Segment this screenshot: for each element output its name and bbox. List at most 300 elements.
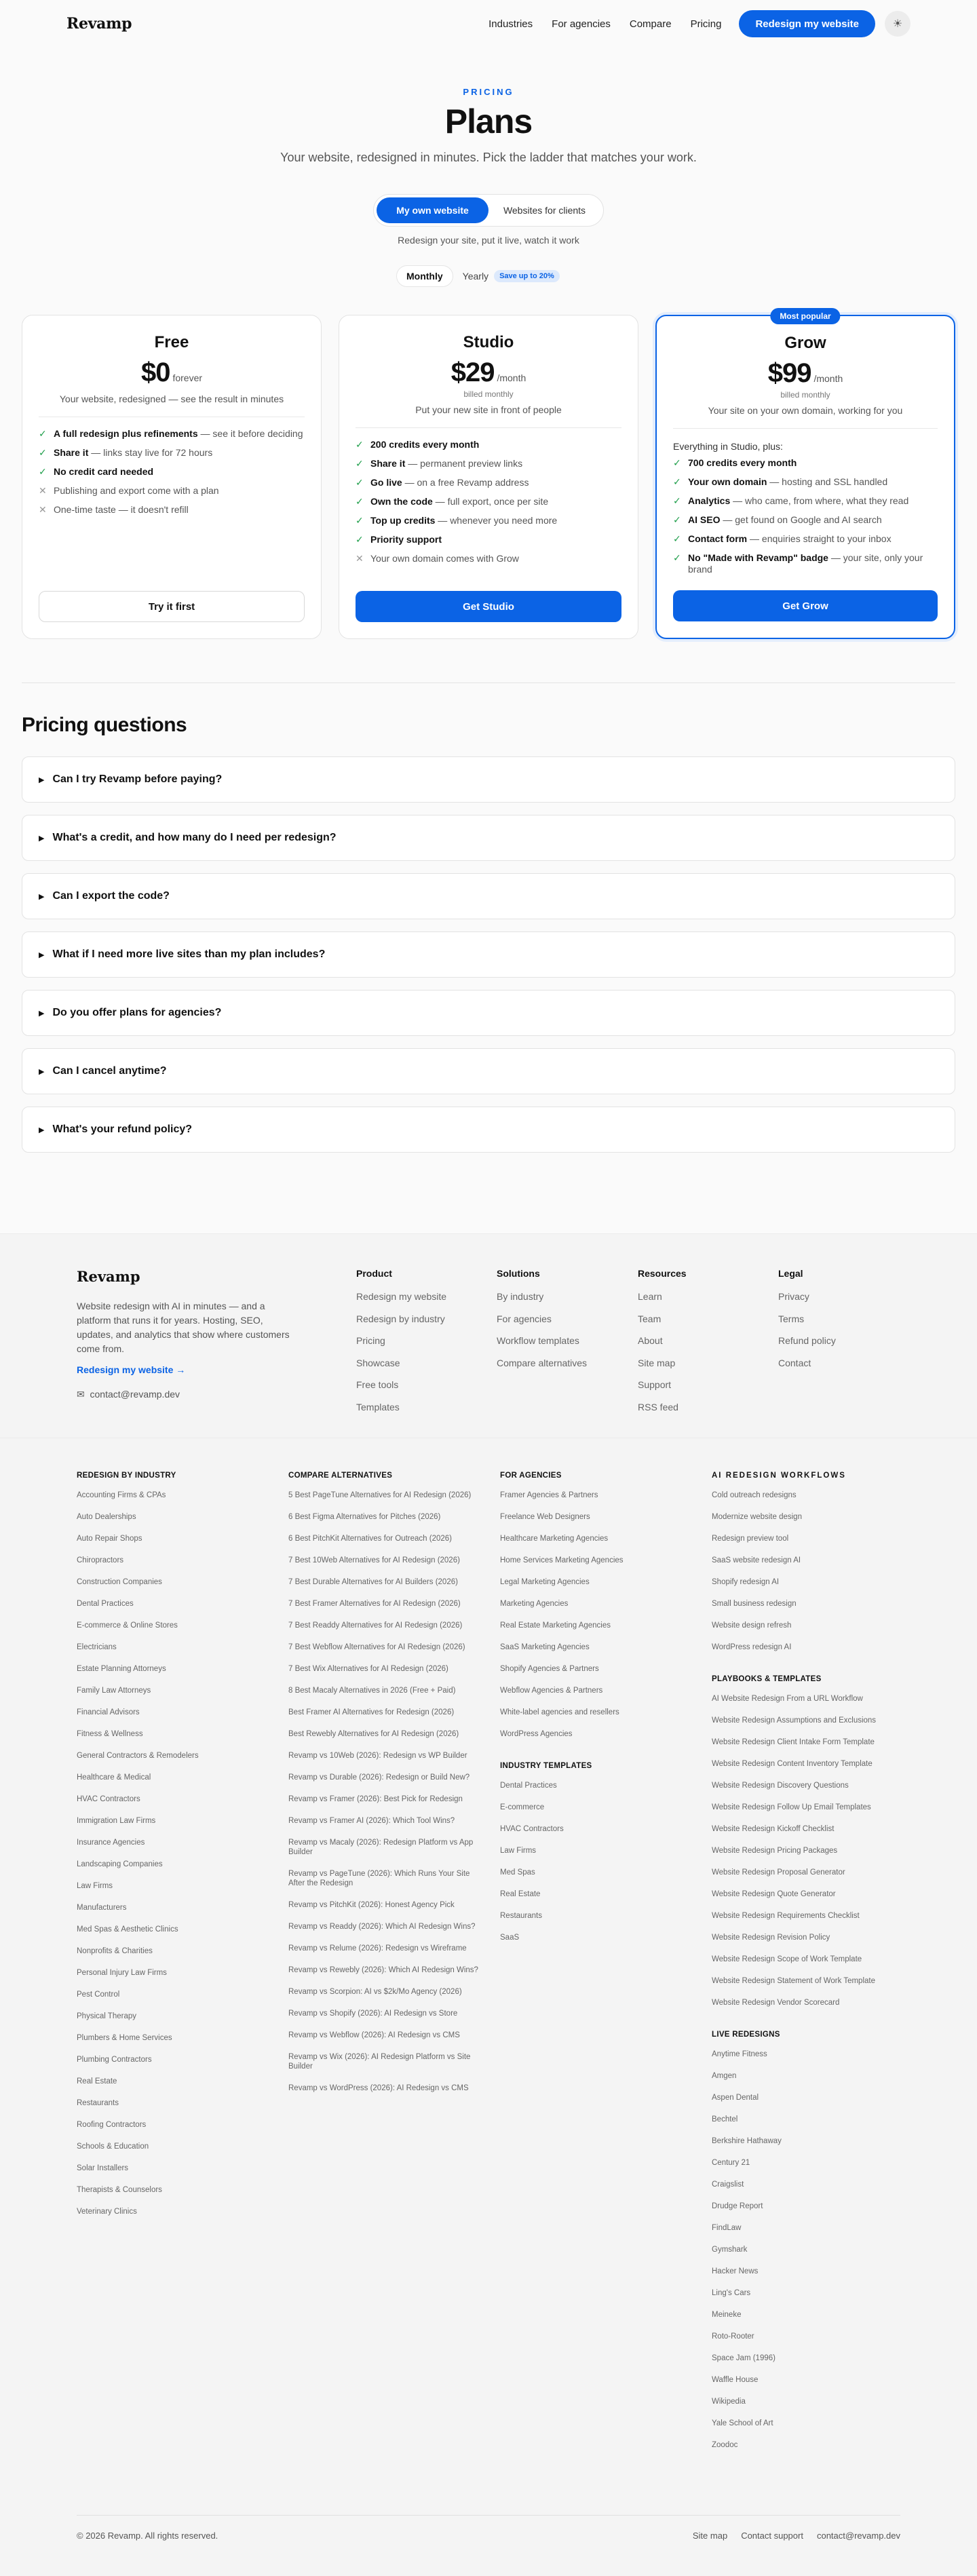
- nav-pricing[interactable]: Pricing: [690, 18, 722, 30]
- directory-heading: INDUSTRY TEMPLATES: [500, 1762, 592, 1770]
- directory-link[interactable]: Waffle House: [712, 2376, 759, 2384]
- footer-cta-link[interactable]: [77, 1364, 185, 1375]
- billing-monthly[interactable]: Monthly: [396, 265, 453, 287]
- popular-badge: Most popular: [770, 308, 840, 324]
- footer-bottom: [77, 2531, 900, 2541]
- footer-column-heading: Resources: [638, 1268, 687, 1279]
- feature-text: [688, 476, 887, 488]
- billing-yearly-label: Yearly: [462, 271, 489, 282]
- cross-icon: ✕: [356, 553, 364, 564]
- feature-item: [673, 495, 938, 507]
- directory-link[interactable]: Aspen Dental: [712, 2094, 759, 2102]
- directory-link[interactable]: Gymshark: [712, 2246, 748, 2254]
- directory-link[interactable]: Revamp vs Durable (2026): Redesign or Build New?: [288, 1773, 470, 1782]
- directory-link[interactable]: SaaS website redesign AI: [712, 1556, 801, 1564]
- plan-card-free: [22, 315, 322, 639]
- directory-link[interactable]: Chiropractors: [77, 1556, 124, 1564]
- directory-link[interactable]: Best Framer AI Alternatives for Redesign (2026): [288, 1708, 455, 1716]
- footer-link[interactable]: About: [638, 1335, 663, 1346]
- arrow-right-icon: →: [176, 1364, 186, 1375]
- directory-link[interactable]: Revamp vs WordPress (2026): AI Redesign vs CMS: [288, 2084, 469, 2092]
- check-icon: ✓: [356, 515, 364, 526]
- directory-link[interactable]: Legal Marketing Agencies: [500, 1578, 590, 1586]
- feature-rest: Publishing and export come with a plan: [54, 485, 219, 496]
- directory-link[interactable]: Website Redesign Quote Generator: [712, 1890, 836, 1898]
- directory-link[interactable]: 7 Best Framer Alternatives for AI Redesign (2026): [288, 1600, 461, 1608]
- plan-name: Free: [154, 333, 189, 351]
- feature-list: [39, 428, 305, 516]
- price-row: [356, 358, 621, 388]
- footer-link[interactable]: Redesign by industry: [356, 1313, 445, 1324]
- feature-text: [688, 495, 908, 507]
- directory-link[interactable]: 7 Best 10Web Alternatives for AI Redesign (2026): [288, 1556, 460, 1564]
- directory-link[interactable]: Veterinary Clinics: [77, 2208, 137, 2216]
- main-nav: [470, 10, 911, 37]
- directory-workflows: [712, 1472, 908, 2462]
- feature-rest: Your own domain comes with Grow: [370, 553, 519, 564]
- toggle-client-websites[interactable]: Websites for clients: [503, 205, 586, 216]
- plan-cta-studio[interactable]: Get Studio: [356, 591, 621, 622]
- feature-strong: A full redesign plus refinements: [54, 428, 198, 439]
- directory-link[interactable]: 7 Best Readdy Alternatives for AI Redesign (2026): [288, 1621, 463, 1630]
- check-icon: ✓: [356, 458, 364, 469]
- feature-item: [356, 553, 621, 564]
- feature-item: [356, 439, 621, 450]
- directory-link[interactable]: Revamp vs Relume (2026): Redesign vs Wireframe: [288, 1944, 467, 1953]
- check-icon: ✓: [673, 533, 681, 544]
- directory-link[interactable]: Revamp vs Framer AI (2026): Which Tool Wins?: [288, 1817, 455, 1825]
- faq-item[interactable]: [22, 873, 955, 919]
- footer-bottom-link[interactable]: Contact support: [741, 2531, 803, 2541]
- directory-link[interactable]: Shopify Agencies & Partners: [500, 1665, 599, 1673]
- triangle-right-icon: ▶: [39, 950, 45, 959]
- directory-link[interactable]: Dental Practices: [77, 1600, 134, 1608]
- directory-link[interactable]: Estate Planning Attorneys: [77, 1665, 166, 1673]
- feature-text: [370, 477, 529, 488]
- billing-yearly[interactable]: [453, 265, 569, 287]
- directory-link[interactable]: Revamp vs Webflow (2026): AI Redesign vs CMS: [288, 2031, 460, 2039]
- feature-text: [370, 439, 479, 450]
- plan-card-studio: [339, 315, 638, 639]
- directory-link[interactable]: Roto-Rooter: [712, 2332, 754, 2341]
- footer-column-heading: Solutions: [497, 1268, 540, 1279]
- directory-link[interactable]: 8 Best Macaly Alternatives in 2026 (Free + Paid): [288, 1687, 456, 1695]
- mail-icon: ✉: [77, 1389, 85, 1400]
- faq-item[interactable]: [22, 1048, 955, 1094]
- feature-item: [356, 477, 621, 488]
- directory-link[interactable]: 7 Best Durable Alternatives for AI Builders (2026): [288, 1578, 458, 1586]
- plan-period: /month: [813, 373, 843, 384]
- directory-link[interactable]: Financial Advisors: [77, 1708, 140, 1716]
- feature-strong: Analytics: [688, 495, 731, 506]
- directory-link[interactable]: Website Redesign Pricing Packages: [712, 1847, 838, 1855]
- feature-item: [356, 458, 621, 469]
- faq-question: What if I need more live sites than my plan includes?: [52, 948, 326, 960]
- plan-intro: Everything in Studio, plus:: [673, 441, 783, 452]
- plan-period: forever: [172, 372, 203, 383]
- directory-link[interactable]: Family Law Attorneys: [77, 1687, 151, 1695]
- directory-link[interactable]: Restaurants: [77, 2099, 119, 2107]
- feature-rest: — get found on Google and AI search: [720, 514, 882, 525]
- directory-link[interactable]: Website Redesign Content Inventory Template: [712, 1760, 873, 1768]
- page-title: Plans: [444, 102, 533, 140]
- plan-name: Studio: [463, 333, 514, 351]
- feature-strong: Own the code: [370, 496, 433, 507]
- cross-icon: ✕: [39, 485, 47, 496]
- directory-link[interactable]: Personal Injury Law Firms: [77, 1969, 167, 1977]
- audience-toggle: [373, 194, 604, 227]
- feature-item: [39, 428, 305, 440]
- directory-link[interactable]: Restaurants: [500, 1912, 543, 1920]
- directory-link[interactable]: Electricians: [77, 1643, 117, 1651]
- directory-link[interactable]: HVAC Contractors: [500, 1825, 564, 1833]
- directory-link[interactable]: Dental Practices: [500, 1782, 557, 1790]
- feature-strong: 700 credits every month: [688, 457, 797, 468]
- directory-heading: REDESIGN BY INDUSTRY: [77, 1472, 176, 1480]
- feature-rest: — see it before deciding: [197, 428, 303, 439]
- feature-item: [673, 457, 938, 469]
- directory-link[interactable]: Space Jam (1996): [712, 2354, 775, 2362]
- directory-link[interactable]: E-commerce: [500, 1803, 545, 1811]
- directory-link[interactable]: 6 Best PitchKit Alternatives for Outreach (2026): [288, 1535, 452, 1543]
- directory-link[interactable]: Therapists & Counselors: [77, 2186, 162, 2194]
- directory-link[interactable]: Pest Control: [77, 1991, 120, 1999]
- directory-link[interactable]: Auto Repair Shops: [77, 1535, 142, 1543]
- directory-link[interactable]: White-label agencies and resellers: [500, 1708, 619, 1716]
- feature-strong: Share it: [370, 458, 406, 469]
- directory-link[interactable]: Revamp vs PageTune (2026): Which Runs Your Site After the Redesign: [288, 1870, 470, 1887]
- check-icon: ✓: [356, 477, 364, 488]
- directory-link[interactable]: Insurance Agencies: [77, 1839, 145, 1847]
- footer-link[interactable]: Free tools: [356, 1379, 399, 1390]
- directory-link[interactable]: Revamp vs Rewebly (2026): Which AI Redesign Wins?: [288, 1966, 478, 1974]
- directory-heading: AI REDESIGN WORKFLOWS: [712, 1472, 846, 1480]
- directory-link[interactable]: Revamp vs Framer (2026): Best Pick for Redesign: [288, 1795, 463, 1803]
- footer-link[interactable]: Terms: [778, 1313, 805, 1324]
- cross-icon: ✕: [39, 504, 47, 515]
- directory-link[interactable]: Construction Companies: [77, 1578, 162, 1586]
- directory-agencies: [500, 1472, 697, 1955]
- nav-compare[interactable]: Compare: [629, 18, 672, 30]
- check-icon: ✓: [673, 457, 681, 468]
- check-icon: ✓: [356, 534, 364, 545]
- footer-link[interactable]: Redesign my website: [356, 1291, 447, 1302]
- plan-description: Put your new site in front of people: [356, 404, 621, 428]
- directory-link[interactable]: Website Redesign Scope of Work Template: [712, 1955, 862, 1963]
- check-icon: ✓: [356, 496, 364, 507]
- directory-link[interactable]: Revamp vs PitchKit (2026): Honest Agency Pick: [288, 1901, 455, 1909]
- directory-link[interactable]: Anytime Fitness: [712, 2050, 767, 2058]
- feature-text: [54, 447, 212, 459]
- feature-text: [370, 534, 442, 545]
- triangle-right-icon: ▶: [39, 1009, 45, 1018]
- directory-link[interactable]: Landscaping Companies: [77, 1860, 163, 1868]
- directory-link[interactable]: Freelance Web Designers: [500, 1513, 590, 1521]
- directory-link[interactable]: 5 Best PageTune Alternatives for AI Redesign (2026): [288, 1491, 472, 1499]
- pricing-eyebrow: PRICING: [463, 87, 514, 97]
- directory-link[interactable]: Shopify redesign AI: [712, 1578, 780, 1586]
- feature-list: [356, 439, 621, 564]
- footer-column-product: [356, 1268, 446, 1422]
- directory-link[interactable]: Home Services Marketing Agencies: [500, 1556, 624, 1564]
- check-icon: ✓: [673, 495, 681, 506]
- directory-link[interactable]: Law Firms: [500, 1847, 537, 1855]
- directory-link[interactable]: Real Estate Marketing Agencies: [500, 1621, 611, 1630]
- triangle-right-icon: ▶: [39, 1067, 45, 1076]
- directory-link[interactable]: Accounting Firms & CPAs: [77, 1491, 166, 1499]
- feature-list: [673, 457, 938, 575]
- plan-cta-free[interactable]: Try it first: [39, 591, 305, 622]
- feature-rest: — on a free Revamp address: [402, 477, 529, 488]
- footer-link[interactable]: Showcase: [356, 1357, 400, 1368]
- directory-link[interactable]: Manufacturers: [77, 1904, 127, 1912]
- check-icon: ✓: [39, 428, 47, 439]
- nav-for-agencies[interactable]: For agencies: [552, 18, 611, 30]
- feature-text: [54, 466, 153, 478]
- feature-text: [688, 457, 797, 469]
- directory-link[interactable]: Revamp vs Shopify (2026): AI Redesign vs Store: [288, 2010, 458, 2018]
- feature-strong: Go live: [370, 477, 402, 488]
- save-badge: Save up to 20%: [494, 270, 560, 282]
- footer-link[interactable]: Compare alternatives: [497, 1357, 588, 1368]
- faq-item[interactable]: [22, 990, 955, 1036]
- feature-strong: Contact form: [688, 533, 748, 544]
- feature-text: [688, 533, 892, 545]
- feature-strong: No "Made with Revamp" badge: [688, 552, 828, 563]
- feature-item: [673, 533, 938, 545]
- directory-link[interactable]: Ling's Cars: [712, 2289, 751, 2297]
- footer-bottom-links: [679, 2531, 900, 2541]
- directory-link[interactable]: Website Redesign Discovery Questions: [712, 1782, 849, 1790]
- directory-link[interactable]: Revamp vs Scorpion: AI vs $2k/Mo Agency (2026): [288, 1988, 462, 1996]
- directory-link[interactable]: SaaS: [500, 1934, 520, 1942]
- directory-link[interactable]: Website Redesign Requirements Checklist: [712, 1912, 860, 1920]
- feature-rest: — enquiries straight to your inbox: [747, 533, 892, 544]
- feature-rest: One-time taste — it doesn't refill: [54, 504, 189, 515]
- directory-link[interactable]: WordPress redesign AI: [712, 1643, 792, 1651]
- directory-link[interactable]: Drudge Report: [712, 2202, 763, 2210]
- feature-text: [54, 485, 219, 497]
- feature-rest: — links stay live for 72 hours: [88, 447, 213, 458]
- directory-link[interactable]: Zoodoc: [712, 2441, 738, 2449]
- faq-item[interactable]: [22, 756, 955, 803]
- directory-heading: LIVE REDESIGNS: [712, 2031, 780, 2039]
- directory-link[interactable]: Cold outreach redesigns: [712, 1491, 797, 1499]
- directory-link[interactable]: Berkshire Hathaway: [712, 2137, 782, 2145]
- directory-link[interactable]: Yale School of Art: [712, 2419, 773, 2427]
- triangle-right-icon: ▶: [39, 834, 45, 843]
- footer-column-heading: Legal: [778, 1268, 803, 1279]
- directory-link[interactable]: Framer Agencies & Partners: [500, 1491, 598, 1499]
- footer-logo[interactable]: Revamp: [77, 1268, 140, 1285]
- footer-link[interactable]: Templates: [356, 1401, 400, 1412]
- directory-link[interactable]: Small business redesign: [712, 1600, 797, 1608]
- footer-column-heading: Product: [356, 1268, 392, 1279]
- directory-link[interactable]: Plumbers & Home Services: [77, 2034, 172, 2042]
- directory-link[interactable]: Nonprofits & Charities: [77, 1947, 153, 1955]
- faq-question: What's a credit, and how many do I need per redesign?: [52, 832, 337, 843]
- feature-item: [356, 496, 621, 507]
- price-row: [39, 358, 305, 388]
- feature-item: [673, 476, 938, 488]
- directory-link[interactable]: AI Website Redesign From a URL Workflow: [712, 1695, 863, 1703]
- directory-link[interactable]: Healthcare & Medical: [77, 1773, 151, 1782]
- directory-link[interactable]: Immigration Law Firms: [77, 1817, 156, 1825]
- footer-column-legal: [778, 1268, 836, 1378]
- directory-link[interactable]: Plumbing Contractors: [77, 2056, 152, 2064]
- footer-tagline: Website redesign with AI in minutes — and a platform that runs it for years. Hosting, SEO, updates, and analytics that show where customers come from.: [77, 1301, 290, 1354]
- footer-link[interactable]: Site map: [638, 1357, 676, 1368]
- directory-link[interactable]: Redesign preview tool: [712, 1535, 789, 1543]
- triangle-right-icon: ▶: [39, 775, 45, 784]
- faq-item[interactable]: [22, 1107, 955, 1153]
- directory-link[interactable]: Best Rewebly Alternatives for AI Redesign (2026): [288, 1730, 459, 1738]
- footer-link[interactable]: Support: [638, 1379, 672, 1390]
- footer-link[interactable]: By industry: [497, 1291, 544, 1302]
- directory-link[interactable]: Healthcare Marketing Agencies: [500, 1535, 609, 1543]
- directory-link[interactable]: Wikipedia: [712, 2398, 746, 2406]
- plan-name: Grow: [784, 334, 826, 352]
- feature-strong: Top up credits: [370, 515, 436, 526]
- directory-link[interactable]: Real Estate: [77, 2077, 117, 2085]
- directory-link[interactable]: Website Redesign Client Intake Form Template: [712, 1738, 875, 1746]
- footer-link[interactable]: Learn: [638, 1291, 662, 1302]
- feature-item: [39, 447, 305, 459]
- audience-caption: Redesign your site, put it live, watch it work: [398, 235, 579, 246]
- footer-link[interactable]: Pricing: [356, 1335, 385, 1346]
- directory-link[interactable]: Roofing Contractors: [77, 2121, 147, 2129]
- plan-card-grow: [655, 311, 955, 639]
- footer-bottom-line: [77, 2515, 900, 2516]
- feature-item: [39, 466, 305, 478]
- check-icon: ✓: [673, 514, 681, 525]
- plan-cta-grow[interactable]: Get Grow: [673, 590, 938, 621]
- feature-rest: — hosting and SSL handled: [767, 476, 888, 487]
- directory-link[interactable]: Real Estate: [500, 1890, 541, 1898]
- directory-link[interactable]: Auto Dealerships: [77, 1513, 136, 1521]
- directory-link[interactable]: Solar Installers: [77, 2164, 129, 2172]
- directory-compare: [288, 1472, 485, 2105]
- footer-cta-label: Redesign my website: [77, 1364, 174, 1375]
- directory-link[interactable]: Century 21: [712, 2159, 750, 2167]
- footer-link[interactable]: Refund policy: [778, 1335, 836, 1346]
- directory-link[interactable]: E-commerce & Online Stores: [77, 1621, 178, 1630]
- logo[interactable]: Revamp: [66, 15, 132, 33]
- directory-link[interactable]: Revamp vs Wix (2026): AI Redesign Platform vs Site Builder: [288, 2053, 471, 2071]
- directory-link[interactable]: Website Redesign Kickoff Checklist: [712, 1825, 835, 1833]
- directory-link[interactable]: Website Redesign Revision Policy: [712, 1934, 830, 1942]
- directory-link[interactable]: Webflow Agencies & Partners: [500, 1687, 603, 1695]
- plans-grid: [22, 311, 955, 639]
- feature-rest: — whenever you need more: [435, 515, 558, 526]
- triangle-right-icon: ▶: [39, 892, 45, 901]
- directory-link[interactable]: Med Spas & Aesthetic Clinics: [77, 1925, 178, 1934]
- directory-link[interactable]: Amgen: [712, 2072, 737, 2080]
- plan-description: Your website, redesigned — see the result in minutes: [39, 393, 305, 417]
- footer-bottom-link[interactable]: Site map: [692, 2531, 728, 2541]
- footer-link[interactable]: Workflow templates: [497, 1335, 579, 1346]
- check-icon: ✓: [673, 552, 681, 563]
- plan-price: $29: [451, 358, 495, 387]
- footer-link[interactable]: Privacy: [778, 1291, 809, 1302]
- directory-link[interactable]: Revamp vs Macaly (2026): Redesign Platform vs App Builder: [288, 1839, 474, 1856]
- directory-link[interactable]: Website Redesign Proposal Generator: [712, 1868, 845, 1877]
- triangle-right-icon: ▶: [39, 1126, 45, 1134]
- directory-link[interactable]: Marketing Agencies: [500, 1600, 569, 1608]
- footer-bottom-link[interactable]: contact@revamp.dev: [816, 2531, 900, 2541]
- feature-item: [39, 504, 305, 516]
- directory-link[interactable]: 6 Best Figma Alternatives for Pitches (2026): [288, 1513, 441, 1521]
- footer-link[interactable]: RSS feed: [638, 1401, 678, 1412]
- directory-link[interactable]: Craigslist: [712, 2180, 744, 2189]
- page-subtitle: Your website, redesigned in minutes. Pick the ladder that matches your work.: [280, 151, 697, 164]
- directory-link[interactable]: Fitness & Wellness: [77, 1730, 143, 1738]
- faq-item[interactable]: [22, 931, 955, 978]
- site-footer: [0, 1233, 977, 2576]
- footer-column-resources: [638, 1268, 687, 1422]
- directory-link[interactable]: Website Redesign Follow Up Email Templates: [712, 1803, 871, 1811]
- directory-link[interactable]: HVAC Contractors: [77, 1795, 140, 1803]
- footer-link[interactable]: Contact: [778, 1357, 811, 1368]
- directory-link[interactable]: Website Redesign Statement of Work Template: [712, 1977, 875, 1985]
- directory-link[interactable]: SaaS Marketing Agencies: [500, 1643, 590, 1651]
- directory-link[interactable]: 7 Best Webflow Alternatives for AI Redesign (2026): [288, 1643, 465, 1651]
- billing-toggle: [396, 265, 569, 288]
- directory-link[interactable]: Bechtel: [712, 2115, 738, 2123]
- toggle-own-website[interactable]: My own website: [377, 197, 488, 223]
- price-row: [673, 358, 938, 389]
- directory-link[interactable]: Law Firms: [77, 1882, 113, 1890]
- feature-text: [54, 504, 189, 516]
- directory-link[interactable]: Website Redesign Vendor Scorecard: [712, 1999, 840, 2007]
- feature-item: [39, 485, 305, 497]
- footer-link[interactable]: Team: [638, 1313, 662, 1324]
- directory-link[interactable]: Schools & Education: [77, 2142, 149, 2151]
- feature-strong: Priority support: [370, 534, 442, 545]
- directory-link[interactable]: Revamp vs 10Web (2026): Redesign vs WP Builder: [288, 1752, 467, 1760]
- faq-item[interactable]: [22, 815, 955, 861]
- faq-question: What's your refund policy?: [52, 1123, 193, 1135]
- faq-title: Pricing questions: [22, 714, 187, 736]
- directory-link[interactable]: FindLaw: [712, 2224, 742, 2232]
- footer-email[interactable]: [77, 1389, 180, 1400]
- nav-industries[interactable]: Industries: [488, 18, 533, 30]
- footer-link[interactable]: For agencies: [497, 1313, 552, 1324]
- directory-link[interactable]: Med Spas: [500, 1868, 535, 1877]
- directory-link[interactable]: Website Redesign Assumptions and Exclusions: [712, 1716, 877, 1725]
- plan-price: $99: [767, 358, 811, 388]
- plan-description: Your site on your own domain, working for you: [673, 405, 938, 429]
- check-icon: ✓: [673, 476, 681, 487]
- redesign-cta-button[interactable]: Redesign my website: [739, 10, 875, 37]
- directory-link[interactable]: Physical Therapy: [77, 2012, 136, 2020]
- directory-link[interactable]: WordPress Agencies: [500, 1730, 573, 1738]
- feature-strong: Share it: [54, 447, 89, 458]
- directory-link[interactable]: 7 Best Wix Alternatives for AI Redesign (2026): [288, 1665, 448, 1673]
- directory-heading: FOR AGENCIES: [500, 1472, 562, 1480]
- feature-item: [356, 534, 621, 545]
- plan-period: /month: [497, 372, 526, 383]
- directory-link[interactable]: Revamp vs Readdy (2026): Which AI Redesign Wins?: [288, 1923, 476, 1931]
- directory-link[interactable]: General Contractors & Remodelers: [77, 1752, 199, 1760]
- directory-link[interactable]: Website design refresh: [712, 1621, 792, 1630]
- directory-link[interactable]: Meineke: [712, 2311, 742, 2319]
- directory-link[interactable]: Hacker News: [712, 2267, 759, 2275]
- directory-link[interactable]: Modernize website design: [712, 1513, 802, 1521]
- theme-toggle-button[interactable]: [885, 11, 911, 37]
- feature-rest: — your site, only your brand: [688, 552, 923, 575]
- directory-industry: [77, 1472, 273, 2229]
